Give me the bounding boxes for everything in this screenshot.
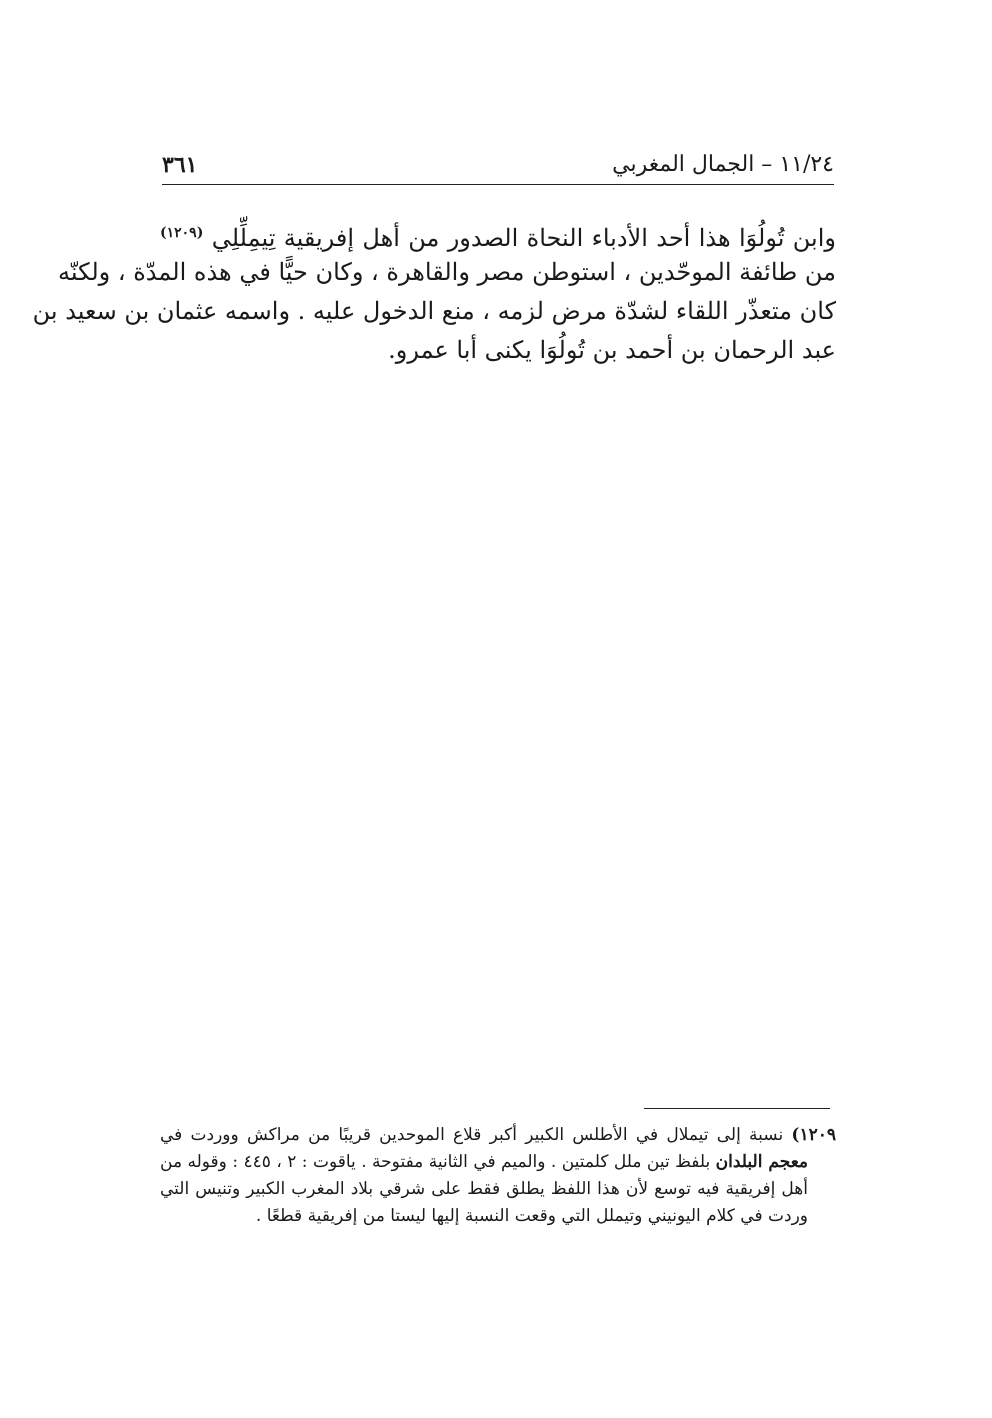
paragraph-line-3: كان متعذّر اللقاء لشدّة مرض لزمه ، منع الدخول عليه . واسمه عثمان بن سعيد بن bbox=[32, 297, 836, 325]
paragraph-line-2: من طائفة الموحّدين ، استوطن مصر والقاهرة ، وكان حيًّا في هذه المدّة ، ولكنّه bbox=[57, 258, 836, 286]
paragraph-line-4: عبد الرحمان بن أحمد بن تُولُوَا يكنى أبا عمرو. bbox=[388, 336, 836, 364]
header-rule bbox=[162, 184, 834, 185]
footnote-rule bbox=[644, 1108, 830, 1109]
main-paragraph bbox=[32, 214, 836, 370]
footnote bbox=[160, 1122, 836, 1230]
footnote-line-2 bbox=[160, 1149, 836, 1176]
footnote-line-2-text: بلفظ تين ملل كلمتين . والميم في الثانية مفتوحة . ياقوت : ٢ ، ٤٤٥ : وقوله من bbox=[160, 1152, 711, 1172]
footnote-line-3: أهل إفريقية فيه توسع لأن هذا اللفظ يطلق فقط على شرقي بلاد المغرب الكبير وتنيس التي bbox=[160, 1179, 808, 1199]
footnote-book-title: معجم البلدان bbox=[715, 1152, 809, 1172]
footnote-line-1-text: نسبة إلى تيملال في الأطلس الكبير أكبر قلاع الموحدين قريبًا من مراكش ووردت في bbox=[160, 1125, 784, 1145]
footnote-reference[interactable]: (١٢٠٩) bbox=[160, 225, 204, 241]
paragraph-line-1 bbox=[160, 214, 836, 253]
footnote-number: ١٢٠٩) bbox=[791, 1125, 836, 1145]
footnote-line-1 bbox=[160, 1122, 836, 1149]
footnote-line-4: وردت في كلام اليونيني وتيملل التي وقعت النسبة إليها ليستا من إفريقية قطعًا . bbox=[255, 1206, 808, 1226]
running-title: ١١/٢٤ – الجمال المغربي bbox=[612, 152, 834, 177]
paragraph-line-1-text: وابن تُولُوَا هذا أحد الأدباء النحاة الصدور من أهل إفريقية تِيمِلِّلِي bbox=[211, 224, 836, 252]
running-head bbox=[162, 148, 834, 184]
page-number: ٣٦١ bbox=[162, 152, 198, 178]
